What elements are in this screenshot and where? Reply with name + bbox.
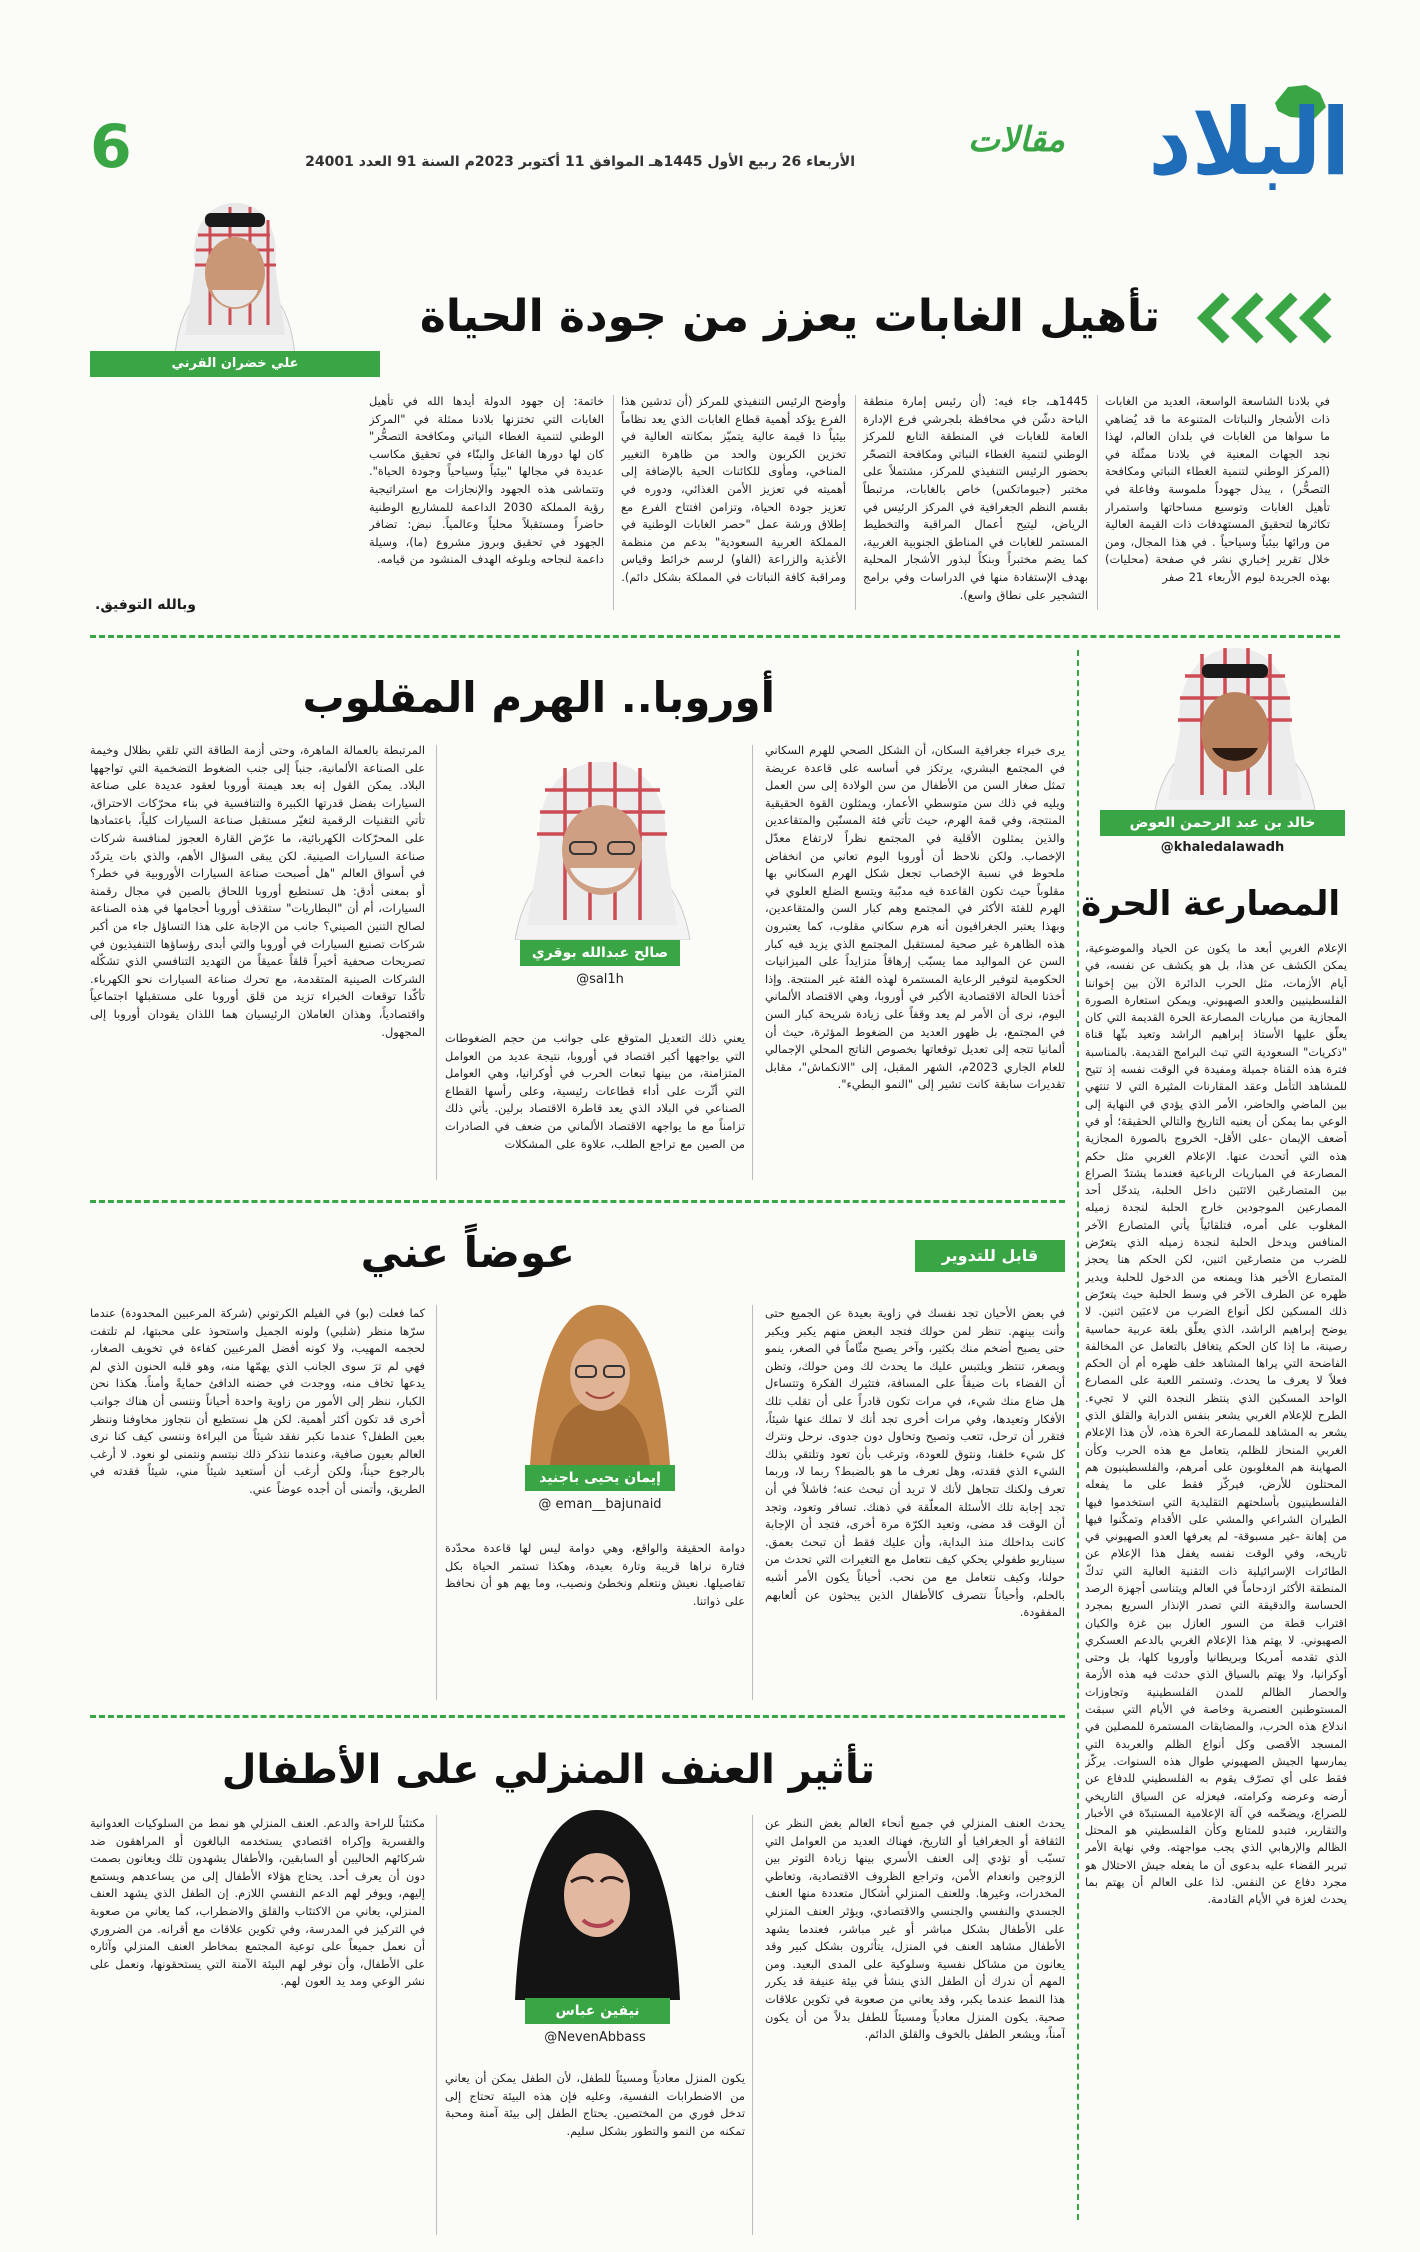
author-photo-alawadh — [1140, 640, 1330, 810]
author-name-alqarni: علي خضران القرني — [90, 351, 380, 377]
article3-title: أوروبا.. الهرم المقلوب — [302, 673, 775, 722]
article5-col3: مكتئباً للراحة والدعم. العنف المنزلي هو نمط من السلوكيات العدوانية والقسرية وإكراه اقتصادي يستخدمه البالغون أو المراهقون ضد شركائهم الحاليين أو السابقين، والأطفال يشهدون تلك ويعانون بصمت دون أن يعرف أحد. يحتاج هؤلاء الأطفال إلى من يساعدهم ويستمع إليهم، ويوفر لهم الدعم النفسي اللازم. إن الطفل الذي يشهد العنف المنزلي، يعاني من الاكتئاب والقلق والاضطراب، كما يعاني من صعوبة في التركيز في المدرسة، وفي تكوين علاقات مع أقرانه. من الضروري أن نعمل جميعاً على توعية المجتمع بمخاطر العنف المنزلي وآثاره على الأطفال، وأن نوفر لهم البيئة الآمنة التي يستحقونها، ونعمل على نشر الوعي ومد يد العون لهم. — [90, 1816, 425, 1989]
article1-title: تأهيل الغابات يعزز من جودة الحياة — [419, 291, 1160, 342]
date-line: الأربعاء 26 ربيع الأول 1445هـ الموافق 11 أكتوبر 2023م السنة 91 العدد 24001 — [305, 154, 855, 170]
article-instead-of-me — [0, 1205, 1065, 1715]
article3-col2: يعني ذلك التعديل المتوقع على جوانب من حجم الضغوطات التي يواجهها أكبر اقتصاد في أوروبا، نتيجة عديد من العوامل المتزامنة، من بينها تبعات الحرب في أوكرانيا، وهي العوامل التي أثّرت على أداء قطاعات رئيسية، وعلى رأسها القطاع الصناعي في البلاد الذي يعد قاطرة الاقتصاد برلين. يأتي ذلك تزامناً مع ما يواجهه الاقتصاد الألماني من ضعف في الصادرات من الصين مع تراجع الطلب، علاوة على المشكلات — [445, 1031, 745, 1151]
article-wrestling — [1081, 640, 1350, 2230]
author-name-bajunaid: إيمان يحيى باجنيد — [525, 1465, 675, 1491]
author-name-alawadh: خالد بن عبد الرحمن العوض — [1100, 810, 1345, 836]
author-photo-bajunaid — [520, 1290, 680, 1465]
article3-col1: يرى خبراء جغرافية السكان، أن الشكل الصحي للهرم السكاني في المجتمع البشري، يرتكز في أساسه على قاعدة عريضة تمثل صغار السن من الأطفال من سن الولادة إلى سن العمل ويليه في ذلك سن متوسطي الأعمار، ويمثلون القوة الحقيقية المنتجة، وفي قمة الهرم، حيث تأتي فئة المسنّين والمتقاعدين والذين يمثلون الأقلية في المجتمع نظراً لارتفاع معدّل الإخصاب. ولكن نلاحظ أن أوروبا اليوم تعاني من انخفاض ملحوظ في نسبة الإخصاب تجعل شكل الهرم السكاني بها مقلوباً حيث تكون القاعدة فيه مدبّبة ويتسع الضلع العلوي في الهرم للفئة الأكثر في المجتمع وهم كبار السن والمتقاعدين، وبهذا يعتبر الجغرافيون أنه هرم سكاني مقلوب، كما يعتبرون هذه الظاهرة غير صحية لمستقبل المجتمع الذي يزيد فيه كبار السن عن المواليد مما يسبّب إرهاقاً متزايداً على الميزانيات الحكومية لتوفير الرعاية المستمرة لهذه الفئة غير المنتجة. وإذا أخذنا الحالة الاقتصادية الأكبر في أوروبا، وهي الاقتصاد الألماني اليوم، نرى أن الأمر لم يعد وقفاً على زيادة شريحة كبار السن في المجتمع، بل ظهور العديد من الضغوط المؤثرة، حيث أن ألمانيا تتجه إلى تعديل توقعاتها بخصوص الناتج المحلي الإجمالي للعام الجاري 2023م، الشهر المقبل، إلى "الانكماش"، مقابل تقديرات سابقة كانت تشير إلى "النمو البطيء". — [765, 743, 1065, 1092]
article5-col1: يحدث العنف المنزلي في جميع أنحاء العالم بغض النظر عن الثقافة أو الجغرافيا أو التاريخ، فهناك العديد من العوامل التي تسبّب أو تؤدي إلى العنف الأسري بينها زيادة التوتر بين الزوجين وانعدام الأمن، وتراجع الظروف الاقتصادية، وتعاطي المخدرات، وغيرها. وللعنف المنزلي أشكال متعددة منها العنف الجسدي والنفسي والجنسي والاقتصادي، ويؤثر العنف المنزلي على الأطفال بشكل مباشر أو غير مباشر، فعندما يشهد الأطفال مشاهد العنف في المنزل، يتأثرون بشكل كبير وقد يعانون من مشاكل نفسية وسلوكية على المدى البعيد. ومن المهم أن ندرك أن الطفل الذي ينشأ في بيئة عنيفة قد يكرر هذا النمط عندما يكبر، وقد يعاني من صعوبة في تكوين علاقات صحية. يكون المنزل معادياً ومسيئاً للطفل بدلاً من أن يكون آمناً، ويشعر الطفل بالخوف والقلق الدائم. — [765, 1816, 1065, 2042]
author-photo-abbas — [505, 1800, 690, 2000]
article-forests — [0, 195, 1420, 635]
page-number: 6 — [90, 112, 132, 182]
article1-col1: في بلادنا الشاسعة الواسعة، العديد من الغابات ذات الأشجار والنباتات المتنوعة ما قد يُضاهي ما سواها من الغابات في بلدان العالم، لهذا نجد الجهات المعنية في بلادنا ممثّلة في (المركز الوطني لتنمية الغطاء النباتي ومكافحة التصحُّر) ، يبذل جهوداً ملموسة وفاعلة في تأهيل الغابات وتوسيع مساحاتها واستمرار تكاثرها لتحقيق المستهدفات ذات القيمة العالية من ورائها بيئياً وسياحياً . في هذا المجال، ومن خلال تقرير إخباري نشر في صفحة (محليات) بهذه الجريدة ليوم الأربعاء 21 صفر — [1105, 394, 1330, 584]
article2-title: المصارعة الحرة — [1081, 884, 1340, 924]
article1-closing: وبالله التوفيق. — [95, 597, 196, 613]
article1-col4: خاتمة: إن جهود الدولة أيدها الله في تأهيل الغابات التي تختزنها بلادنا ممثلة في "المركز الوطني لتنمية الغطاء النباتي ومكافحة التصحُّر" كان لها دورها الفاعل والبنّاء في تحقيق مكاسب عديدة في مجالها "بيئياً وسياحياً وجودة الحياة". وتتماشى هذه الجهود والإنجازات مع استراتيجية رؤية المملكة 2030 الداعمة للمشاريع الوطنية حاضراً ومستقبلاً محلياً وعالمياً. نبض: تضافر الجهود في تحقيق وبروز مشروع (ما)، وسيلة داعمة لنجاحه وبلوغه الهدف المنشود من قيامه. — [369, 394, 604, 567]
article5-col2: يكون المنزل معادياً ومسيئاً للطفل، لأن الطفل يمكن أن يعاني من الاضطرابات النفسية، وعليه فإن هذه البيئة تحتاج إلى تدخل فوري من المختصين. يحتاج الطفل إلى بيئة آمنة ومحبة تمكنه من النمو والتطور بشكل سليم. — [445, 2071, 745, 2138]
article2-body: الإعلام الغربي أبعد ما يكون عن الحياد والموضوعية، يمكن الكشف عن هذا، بل هو يكشف عن نفسه، في أيام الأزمات، مثل الحرب الدائرة الآن بين إخواننا الفلسطينيين والعدو الصهيوني. ويمكن استعارة الصورة المجازية من مباريات المصارعة الحرة القديمة التي كان يعلّق عليها الأستاذ إبراهيم الراشد وتعيد بثّها قناة "ذكريات" السعودية التي تبث البرامج القديمة. بالمناسبة فترة هذه القناة جميلة ومفيدة في الوقت نفسه إذ تتيح للمشاهد التأمل وعقد المقارنات المثيرة التي لا تنتهي بين الماضي والحاضر، الأمر الذي يؤدي في النهاية إلى الوعي بما يمكن أن يعنيه التاريخ والتالي الحقيقة؛ أو في أضعف الإيمان -على الأقل- الخروج بالصورة المجازية هذه التي أتحدث عنها. الإعلام الغربي مثل حكم المصارعة في المباريات الرباعية فعندما يشتدّ الصراع بين المتصارعَين الاثنَين داخل الحلبة، يتدخّل أحد المصارعين الموجودين خارج الحلبة لنجدة زميله المغلوب على أمره، فتلقائياً يأتي المتصارع الآخر المنافس ويدخل الحلبة لنجدة زميله الذي يتعرّض للضرب من متصارعَين اثنين، لكن الحكم هنا يحجز المتصارع الأخير هذا ويمنعه من الدخول للحلبة ويدير ظهره عن الطرف الآخر في وسط الحلبة حيث يتعرّض ذلك المسكين لكل أنواع الضرب من لاعبَين اثنين. لا يوضح إبراهيم الراشد، الذي يعلّق بلغة عربية حماسية رصينة، ما إذا كان الحكم يتغافل بالتعامل عن المخالفة الفاضحة التي يراها المشاهد خلف ظهره أم أن الحكم فعلاً لا يعرف ما يحدث. وتستمر اللعبة على المصارع الواحد المسكين الذي ينتظر النجدة التي لا تجيء. الطرح للإعلام الغربي يشعر بنفس الدراية والقلق الذي يشعر به المشاهد للمصارعة الحرة هذه، لأن هذا الإعلام الغربي المنحاز للظلم، يتعامل مع هذه الحرب وكأن الصهاينة هم المغلوبون على أمرهم، والفلسطينيون هم المحتلون للأرض، فيركّز فقط على ما يفعله الفلسطينيون بأسلحتهم التقليدية التي استخدموا فيها الطيران الشراعي والمشي على الأقدام وتمكّنوا فيها من إهانة -غير مسبوقة- لم يعرفها العدو الصهيوني في تاريخه، وفي الوقت نفسه يغفل هذا الإعلام عن الطائرات الإسرائيلية ذات التقنية العالية التي تدكّ المنطقة الأكثر ازدحاماً في العالم ويتناسى أجهزة الرصد الحساسة والدقيقة التي تصدر الإنذار السريع بمجرد اقتراب قطة من السور العازل بين غزة والكيان الصهيوني. لا يهتم هذا الإعلام الغربي بالدعم العسكري الذي تقدمه أمريكا وبريطانيا وأوروبا كلها، بل وحتى أوكرانيا، ولا يهتم بالسياق الذي حدثت فيه هذه الأزمة والحصار الظالم للمدن الفلسطينية وتجاوزات المستوطنين العنصرية وخاصة في الأيام التي سبقت اندلاع هذه الحرب، والمضايقات المستمرة للمصلين في المسجد الأقصى وكل أنواع الظلم والعربدة التي يمارسها الجيش الصهيوني طوال هذه السنوات. يركّز فقط على أي تصرّف يقوم به الفلسطيني للدفاع عن أرضه وعرضه وكرامته، فيعزله عن السياق التاريخي للصراع، ويضخّمه في آلة الإعلامية المستبدّة في الأخبار والتقارير، فتبدو للمتابع وكأن الفلسطيني هو المحتل الظالم والإرهابي الذي يجب مواجهته. وفي نهاية الأمر تبرير القضاء عليه بدعوى أن ما يفعله جيش الاحتلال هو مجرد دفاع عن النفس. لذا على العالم أن يهتم بما يحدث لغزة في الأيام القادمة. — [1085, 942, 1347, 1907]
author-photo-buqari — [495, 750, 710, 940]
article-domestic-violence — [0, 1720, 1065, 2240]
author-handle-bajunaid: @ eman__bajunaid — [538, 1497, 662, 1512]
author-handle-buqari: @sal1h — [576, 972, 624, 987]
section-title: مقالات — [967, 120, 1065, 160]
article4-title: عوضاً عني — [360, 1228, 575, 1277]
article4-col3: كما فعلت (بو) في الفيلم الكرتوني (شركة المرعبين المحدودة) عندما سرّها منظر (شلبي) ولونه الجميل واستحوذ على محبتها، لم تلتفت لحجمه المهيب، ولا كونه أفضل المرعبين كفاءة في تخويف الصغار، فهي لم ترَ سوى الجانب الذي يهمّها منه، وهو قلبه الحنون الذي لم يدعها تخاف منه، ووجدت في حضنه الدافئ حمايةً وأمناً. هكذا نحن الكبار، ننظر إلى الأمور من زاوية واحدة أحياناً وننسى أن هناك جوانب أخرى قد تكون أكثر أهمية. لكن هل نستطيع أن نتجاوز مخاوفنا وننظر بعين الطفل؟ عندما نكبر نفقد شيئاً من البراءة وننسى كيف كنا نرى العالم بعيون صافية، وعندما نتذكر ذلك نبتسم ونتمنى لو نعود. لا أرغب بالرجوع حيناً، ولكن أرغب أن أستعيد شيئاً مني، شيئاً فقدته في الطريق، وأتمنى أن أجده عوضاً عني. — [90, 1306, 425, 1496]
article4-col2: دوامة الحقيقة والواقع، وهي دوامة ليس لها قاعدة محدّدة فتارة نراها قريبة وتارة بعيدة، وهكذا تستمر الحياة بكل تفاصيلها. نعيش ونتعلم ونخطئ ونصيب، وما يهم هو أن نحافظ على ذواتنا. — [445, 1541, 745, 1608]
article4-col1: في بعض الأحيان تجد نفسك في زاوية بعيدة عن الجميع حتى وأنت بينهم. تنظر لمن حولك فتجد البعض منهم يكبر ويكبر حتى يصبح أضخم منك بكثير، وآخر يصبح مثّاماً في الصغر، ينمو ويصغر، تنتظر ويلتبس عليك ما يحدث لك ومن حولك، وتظن أن الفضاء بات ضيقاً على المسافة، فتثيرك الفكرة وتتساءل هل ضاع منك شيء، في مرات تكون قادراً على أن تقلب تلك الأفكار وتعيدها، وفي مرات أخرى تجد أنك لا تملك عنها شيئاً، فتقرر أن ترحل، تتعب وتصيح وتحاول دون جدوى. نرحل ونترك كل شيء خلفنا، ونتوق للعودة، وترغب بأن تعود وتلتقي بذلك الشيء الذي فقدته، وهل تعرف ما هو بالضبط؟ ربما لا، وربما تعرف ولكنك تتجاهل لأنك لا تريد أن تبحث عنه؛ فاشلاً في أن تجد إجابة تلك الأسئلة المعلّقة في ذهنك. تسافر وتعود، وتجد أن الوقت قد مضى، وتعيد الكرّة مرة أخرى، فتجد أن الإجابة كانت بداخلك منذ البداية، وأن عليك فقط أن تبحث بعمق. سيناريو طفولي يحكي كيف نتعامل مع التغيرات التي تحدث من حولنا، وكيف نتعامل مع من نحب. أحياناً يكون الأمر أشبه بالحلم، وأحياناً نتصرف كالأطفال الذين يبحثون عن ألعابهم المفقودة. — [765, 1306, 1065, 1620]
masthead — [0, 0, 1420, 195]
logo-text: البلاد — [1148, 88, 1350, 196]
author-handle-alawadh: @khaledalawadh — [1160, 840, 1285, 855]
article1-col3: وأوضح الرئيس التنفيذي للمركز (أن تدشين هذا الفرع يؤكد أهمية قطاع الغابات الذي يعد نظاماً بيئياً ذا قيمة عالية يتميّز بمكانته العالية في تخزين الكربون والحد من ظاهرة التغيير المناخي، ومأوى للكائنات الحية بالإضافة إلى أهميته في تعزيز الأمن الغذائي، ودوره في تعزيز جودة الحياة، وتزامن افتتاح الفرع مع إطلاق ورشة عمل "حصر الغابات الوطنية في المملكة العربية السعودية" بدعم من منظمة الأغذية والزراعة (الفاو) لرسم خرائط وقياس ومراقبة كافة النباتات في المملكة بشكل دائم). — [621, 394, 846, 584]
article1-col2: 1445هـ، جاء فيه: (أن رئيس إمارة منطقة الباحة دشّن في محافظة بلجرشي فرع الإدارة العامة للغابات في المنطقة التابع للمركز الوطني لتنمية الغطاء النباتي ومكافحة التصحّر بحضور الرئيس التنفيذي للمركز، مشتملاً على مختبر (جيوماتكس) خاص بالغابات، مرتبطاً بقسم النظم الجغرافية في المركز الرئيس في الرياض، ليتيح أعمال المراقبة والتخطيط المستمر للغابات في المناطق الجنوبية الغربية، كما يضم مختبراً وبنكاً لبذور الأشجار المحلية بهدف الإستفادة منها في الدراسات وفي برامج التشجير على نطاق واسع). — [863, 394, 1088, 602]
author-handle-abbas: @NevenAbbass — [544, 2030, 646, 2045]
chevron-arrows-icon — [1190, 290, 1340, 346]
logo — [1120, 88, 1350, 196]
article5-title: تأثير العنف المنزلي على الأطفال — [221, 1747, 875, 1793]
article-europe — [0, 640, 1065, 1195]
author-name-buqari: صالح عبدالله بوقري — [520, 940, 680, 966]
author-photo-alqarni — [150, 195, 320, 355]
article3-col3: المرتبطة بالعمالة الماهرة، وحتى أزمة الطاقة التي تلقي بظلال وخيمة على الصناعة الألمانية، جنباً إلى جنب الضغوط التضخمية التي تواجهها البلاد. يمكن القول إنه بعد هيمنة أوروبا لعقود عديدة على صناعة السيارات بفضل قدرتها الكبيرة والتنافسية في بناء محرّكات الاحتراق، تأتي التقنيات الرقمية لتغيّر مستقبل صناعة السيارات كلياً، باعتمادها على المحرّكات الكهربائية، ما عرّض القارة العجوز لمنافسة شركات صناعة السيارات الصينية. لكن يبقى السؤال الأهم، والذي بات يتردّد في أسواق العالم "هل أصبحت صناعة السيارات الأوروبية في خطر؟ أو بمعنى أدق: هل تستطيع أوروبا اللحاق بالصين في مجال رقمنة السيارات، أم أن "البطاريات" ستقذف أوروبا أحجامها في هذه الصناعة لصالح التنين الصيني؟ جانب من الإجابة على هذا التساؤل جاء من أكبر شركات تصنيع السيارات في أوروبا والتي أبدى رؤساؤها التنفيذيون في تصريحات صحفية أخيراً قلقاً عميقاً من التهديد التنافسي الذي تشكّله الشركات الصينية المتقدمة، مع تحرك صناعة السيارات نحو الكهرباء. تأكّدا توقعات الخبراء تزيد من قلق أوروبا على مستقبلها اجتماعياً واقتصادياً، وهذان العاملان الرئيسيان هما اللذان يقودان أوروبا إلى المجهول. — [90, 743, 425, 1039]
column-tag-recyclable: قابل للتدوير — [915, 1240, 1065, 1272]
author-name-abbas: نيفين عباس — [525, 1998, 670, 2024]
